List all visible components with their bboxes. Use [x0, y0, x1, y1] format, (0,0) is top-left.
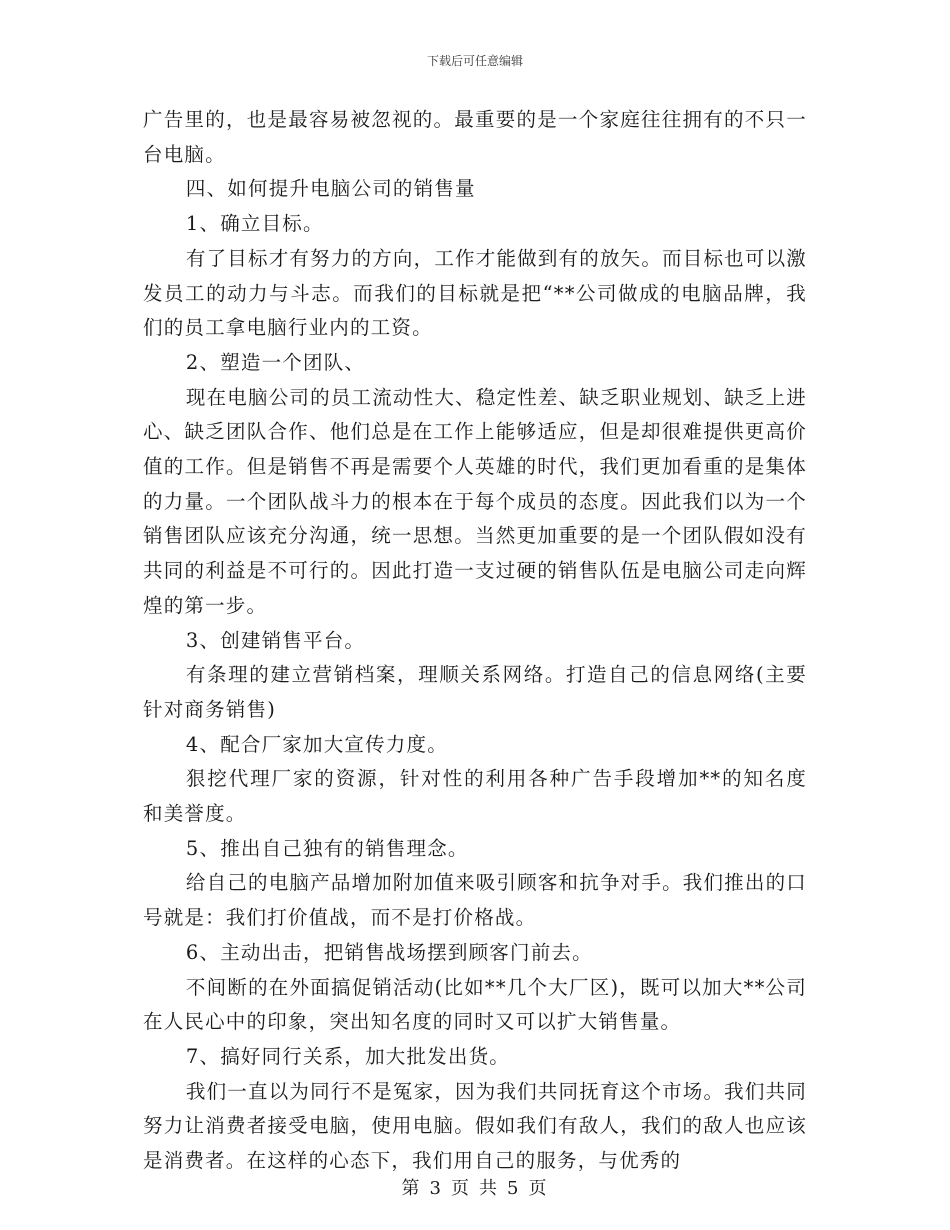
- page-header: 下载后可任意编辑: [426, 54, 523, 68]
- item-heading: 1、确立目标。: [185, 212, 324, 236]
- paragraph: 我们一直以为同行不是冤家，因为我们共同抚育这个市场。我们共同努力让消费者接受电脑，使用电脑。假如我们有敌人，我们的敌人也应该是消费者。在这样的心态下，我们用自己的服务，与优秀的: [143, 1079, 807, 1173]
- paragraph: 有了目标才有努力的方向，工作才能做到有的放矢。而目标也可以激发员工的动力与斗志。而我们的目标就是把“**公司做成的电脑品牌，我们的员工拿电脑行业内的工资。: [143, 246, 807, 340]
- page-footer: [0, 1174, 950, 1200]
- paragraph: 不间断的在外面搞促销活动(比如**几个大厂区)，既可以加大**公司在人民心中的印象，突出知名度的同时又可以扩大销售量。: [143, 975, 807, 1034]
- footer-total-word: 共: [479, 1178, 499, 1199]
- paragraph: 狠挖代理厂家的资源，针对性的利用各种广告手段增加**的知名度和美誉度。: [143, 767, 807, 826]
- footer-page-word: 页: [451, 1178, 471, 1199]
- item-heading: 4、配合厂家加大宣传力度。: [185, 732, 448, 756]
- item-heading: 2、塑造一个团队、: [185, 350, 366, 374]
- paragraph: 有条理的建立营销档案，理顺关系网络。打造自己的信息网络(主要针对商务销售): [143, 663, 807, 721]
- paragraph: 现在电脑公司的员工流动性大、稳定性差、缺乏职业规划、缺乏上进心、缺乏团队合作、他们总是在工作上能够适应，但是却很难提供更高价值的工作。但是销售不再是需要个人英雄的时代，我们更加看重的是集体的力量。一个团队战斗力的根本在于每个成员的态度。因此我们以为一个销售团队应该充分沟通，统一思想。当然更加重要的是一个团队假如没有共同的利益是不可行的。因此打造一支过硬的销售队伍是电脑公司走向辉煌的第一步。: [143, 385, 807, 617]
- footer-total-pages: 5: [507, 1178, 521, 1199]
- item-heading: 7、搞好同行关系，加大批发出货。: [185, 1044, 510, 1068]
- section-heading: 四、如何提升电脑公司的销售量: [185, 177, 476, 201]
- paragraph-continuation: 广告里的，也是最容易被忽视的。最重要的是一个家庭往往拥有的不只一台电脑。: [143, 108, 807, 166]
- document-body: [143, 103, 807, 1179]
- item-heading: 3、创建销售平台。: [185, 628, 366, 652]
- footer-current-page: 3: [429, 1178, 443, 1199]
- item-heading: 5、推出自己独有的销售理念。: [185, 836, 469, 860]
- footer-prefix: 第: [401, 1178, 422, 1199]
- footer-suffix: 页: [528, 1178, 549, 1199]
- item-heading: 6、主动出击，把销售战场摆到顾客门前去。: [185, 940, 593, 964]
- paragraph: 给自己的电脑产品增加附加值来吸引顾客和抗争对手。我们推出的口号就是：我们打价值战，而不是打价格战。: [143, 871, 807, 930]
